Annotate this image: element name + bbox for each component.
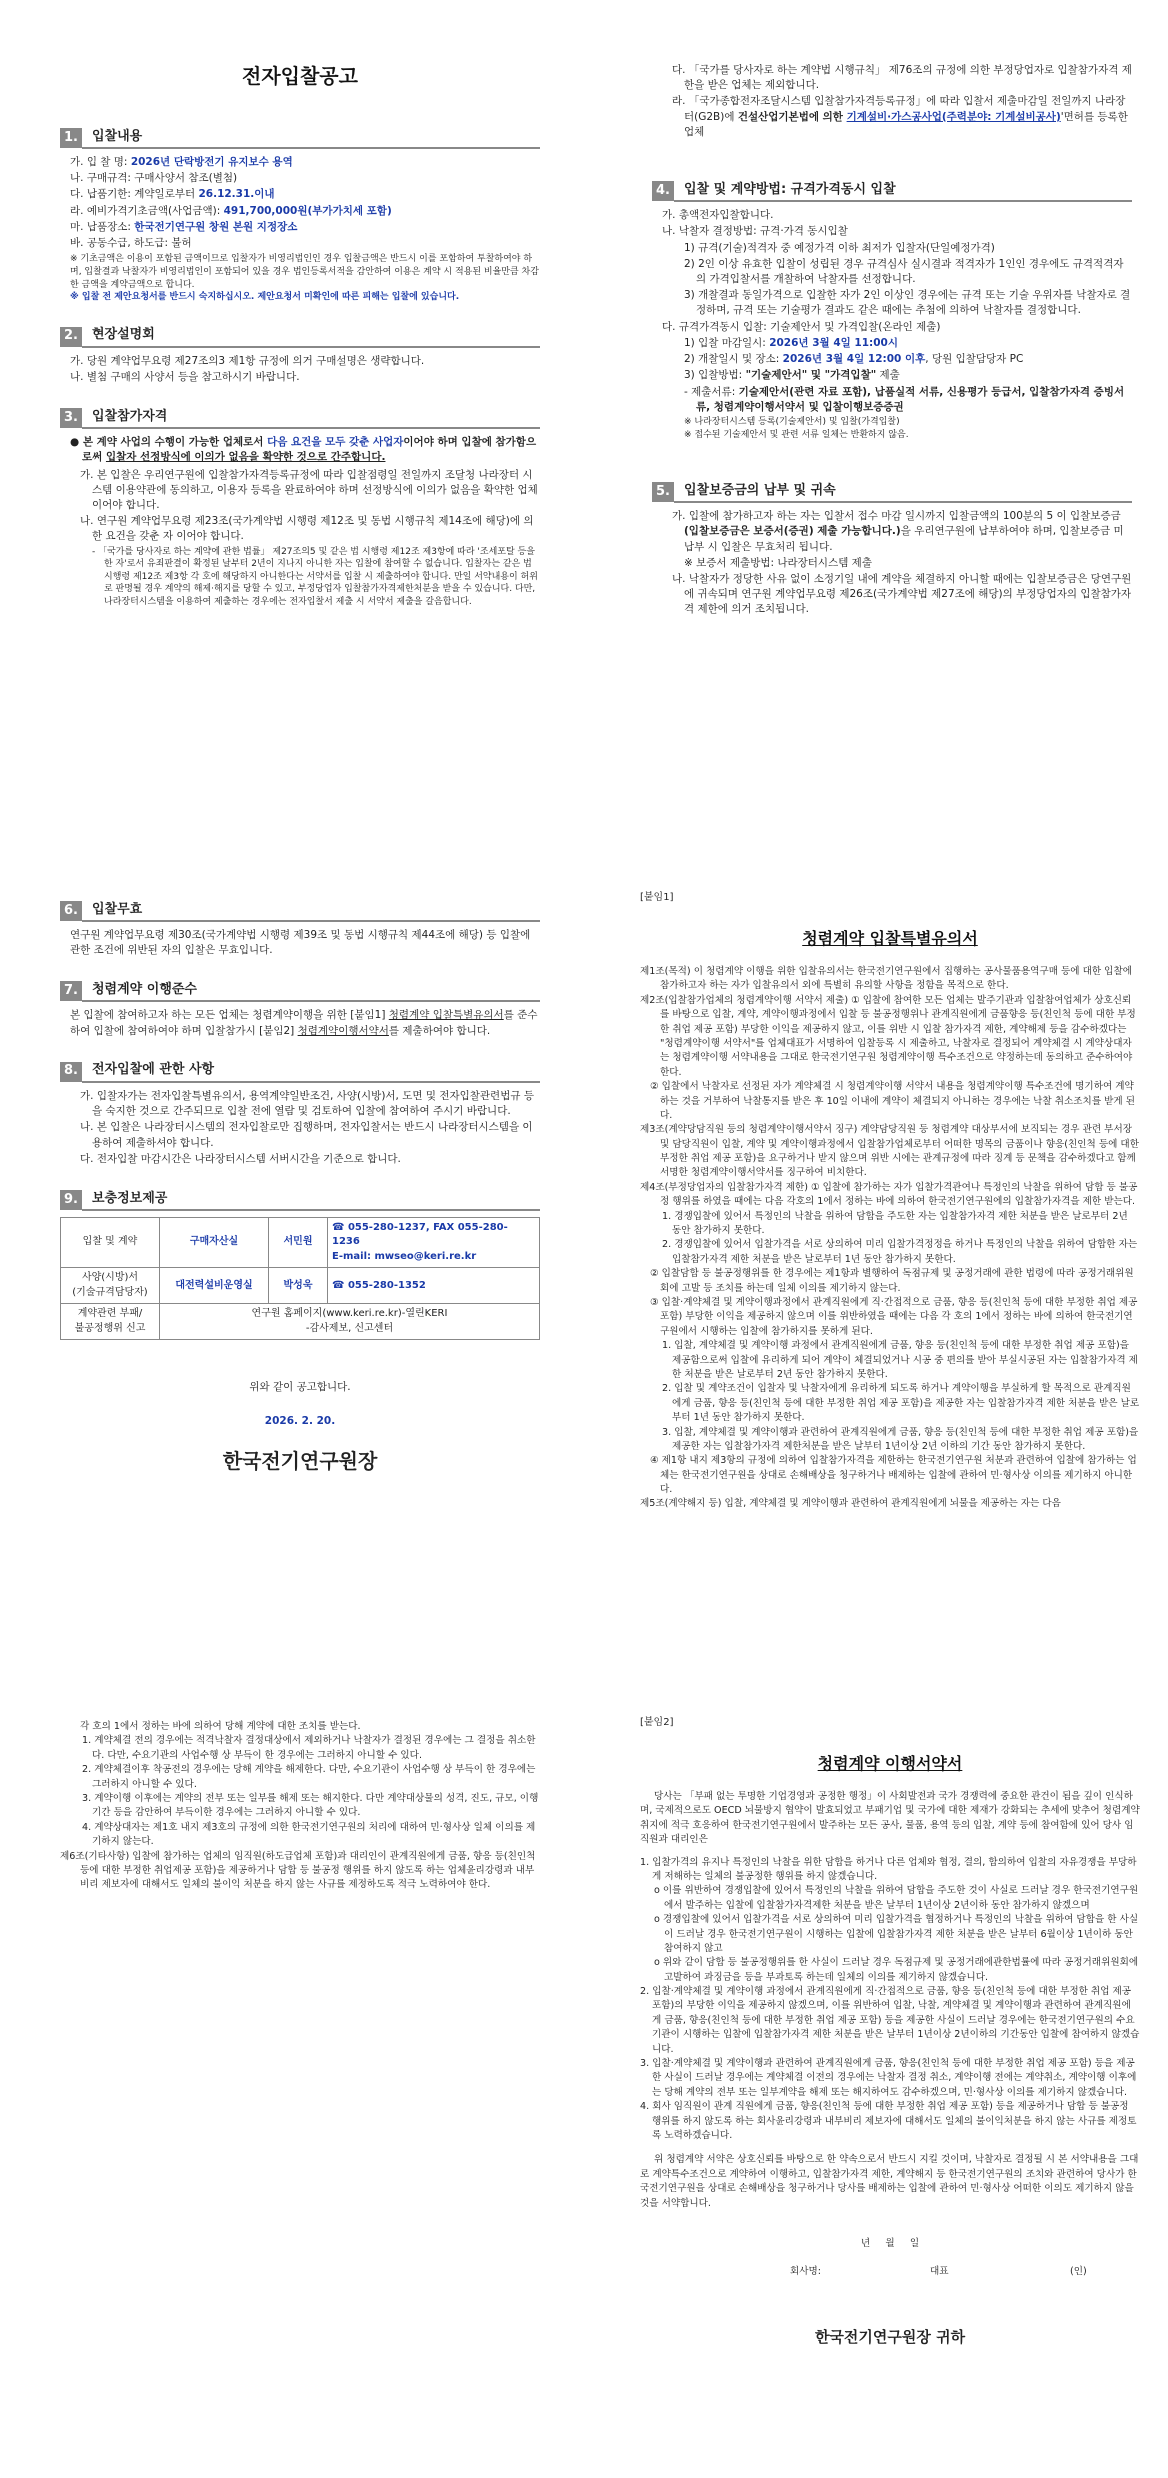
seal-mark: (인): [1070, 2266, 1087, 2278]
paragraph: 나. 연구원 계약업무요령 제23조(국가계약법 시행령 제12조 및 동법 시행규칙 제14조에 해당)에 의한 요건을 갖춘 자 이어야 합니다.: [80, 515, 534, 543]
section-7: [60, 980, 540, 1038]
signature-line: [640, 2265, 1140, 2279]
clause: 4. 계약상대자는 제1호 내지 제3호의 규정에 의한 한국전기연구원의 처리에 대하여 민·형사상 일체 이의를 제기하지 않는다.: [82, 1821, 536, 1848]
table-cell: 구매자산실: [160, 1217, 269, 1268]
clause: ③ 입찰·계약체결 및 계약이행과정에서 관계직원에게 직·간접적으로 금품, 향응 등(친인척 등에 대한 부정한 취업 제공 포함) 부당한 이익을 제공하지 않으며 이를 위반하였을 때에는 다음 각 호의 1에서 정하는 바에 의하여 한국전기연구원에서 시행하는 입찰에 참가하지를 못하게 된다.: [650, 1296, 1138, 1337]
closing-date: 2026. 2. 20.: [264, 1414, 336, 1427]
attachment-tag: [붙임2]: [640, 1717, 674, 1728]
table-cell: 연구원 홈페이지(www.keri.re.kr)-열린KERI -감사제보, 신고센터: [160, 1304, 540, 1340]
date-line: 년 월 일: [860, 2237, 920, 2249]
section-number: 4.: [652, 181, 674, 201]
section-number: 3.: [60, 408, 82, 428]
attachment-title: 청렴계약 입찰특별유의서: [802, 929, 978, 948]
section-number: 2.: [60, 327, 82, 347]
page-1: [60, 62, 540, 609]
pledge-item: o 이를 위반하여 경쟁입찰에 있어서 특정인의 낙찰을 위하여 담합을 주도한 것이 사실로 드러날 경우 한국전기연구원에서 발주하는 입찰에 입찰참가자격제한 처분을 받은 날부터 1년이상 2년이하 동안 참가하지 않겠으며: [654, 1885, 1139, 1911]
section-label: 청렴계약 이행준수: [82, 980, 540, 1002]
page-6: [640, 1715, 1140, 2348]
clause: 3. 계약이행 이후에는 계약의 전부 또는 일부를 해제 또는 해지한다. 다만 계약대상물의 성격, 진도, 규모, 이행기간 등을 감안하여 부득이한 경우에는 그러하지 아니할 수 있다.: [82, 1792, 539, 1819]
section-number: 8.: [60, 1062, 82, 1082]
email-link[interactable]: E-mail: mwseo@keri.re.kr: [332, 1250, 477, 1262]
page-2: [652, 62, 1132, 619]
paragraph: 다. 전자입찰 마감시간은 나라장터시스템 서버시간을 기준으로 합니다.: [80, 1152, 401, 1165]
page-4: [640, 890, 1140, 1512]
clause: 제3조(계약당담직원 등의 청렴계약이행서약서 징구) 계약담당직원 등 청렴계약 대상부서에 보직되는 경우 관련 부서장 및 담당직원이 입찰, 계약 및 계약이행과정에서 입찰참가업체로부터 어떠한 명목의 금품이나 향응(친인척 등에 대한 부정한 취업 제공 포함)을 요구하거나 받지 않으며 위반 시에는 관계규정에 따라 징계 등 문책을 감수하겠다고 함께 서명한 청렴계약이행서약서를 징구하여 비치한다.: [640, 1124, 1139, 1179]
closing-paragraph: 위 청렴계약 서약은 상호신뢰를 바탕으로 한 약속으로서 반드시 지킬 것이며, 낙찰자로 결정될 시 본 서약내용을 그대로 계약특수조건으로 계약하여 이행하고, 입찰참가자격 제한, 계약해지 등 한국전기연구원의 조치와 관련하여 당사가 한국전기연구원을 상대로 손해배상을 청구하거나 당사를 배제하는 입찰에 관하여 민·형사상 어떠한 이의도 제기하지 않을 것을 서약합니다.: [640, 2154, 1139, 2209]
page-3: [60, 900, 540, 1476]
deadline-line: 1) 입찰 마감일시: 2026년 3월 4일 11:00시: [684, 336, 898, 349]
clause: 각 호의 1에서 정하는 바에 의하여 당해 계약에 대한 조치를 받는다.: [80, 1721, 361, 1732]
paragraph: 2) 2인 이상 유효한 입찰이 성립된 경우 규격심사 실시결과 적격자가 1인인 경우에도 규격적격자의 가격입찰서를 개찰하여 낙찰자를 선정합니다.: [684, 257, 1124, 285]
note: ※ 보증서 제출방법: 나라장터시스템 제출: [684, 556, 872, 569]
section-label: 현장설명회: [82, 326, 540, 348]
section-2: [60, 326, 540, 385]
pledge-item: 1. 입찰가격의 유지나 특정인의 낙찰을 위한 담합을 하거나 다른 업체와 협정, 결의, 합의하여 입찰의 자유경쟁을 부당하게 저해하는 일체의 불공정한 행위를 하지 않겠습니다.: [640, 1856, 1137, 1882]
clause: 2. 경쟁입찰에 있어서 입찰가격을 서로 상의하여 미리 입찰가격정정을 하거나 특정인의 낙찰을 위하여 담합한 자는 입찰참가자격 제한 처분을 받은 날로부터 1년 동안 참가하지 못한다.: [662, 1239, 1138, 1265]
clause: 1. 계약체결 전의 경우에는 적격낙찰자 결정대상에서 제외하거나 낙찰자가 결정된 경우에는 그 결정을 취소한다. 다만, 수요기관의 사업수행 상 부득이 한 경우에는 그러하지 아니할 수 있다.: [82, 1735, 536, 1761]
page-title: 전자입찰공고: [242, 64, 358, 88]
paragraph: 1) 규격(기술)적격자 중 예정가격 이하 최저가 입찰자(단일예정가격): [684, 241, 995, 254]
section-label: 입찰무효: [82, 900, 540, 922]
table-cell: 박성욱: [269, 1268, 328, 1304]
representative-label: 대표: [930, 2266, 949, 2278]
clause: 제1조(목적) 이 청렴계약 이행을 위한 입찰유의서는 한국전기연구원에서 집행하는 공사물품용역구매 등에 대한 입찰에 참가하고자 하는 자가 입찰유의서 외에 특별히 유의할 사항을 정함을 목적으로 한다.: [640, 966, 1132, 992]
section-3: [60, 407, 540, 609]
note-warning: ※ 입찰 전 제안요청서를 반드시 숙지하십시오. 제안요청서 미확인에 따른 피해는 입찰에 있습니다.: [70, 292, 460, 303]
table-cell: 계약관련 부패/ 불공정행위 신고: [61, 1304, 160, 1340]
item-spec: 나. 구매규격: 구매사양서 참조(별첨): [70, 172, 238, 185]
section-label: 입찰 및 계약방법: 규격가격동시 입찰: [674, 180, 1132, 202]
pledge-item: 4. 회사 임직원이 관계 직원에게 금품, 향응(친인척 등에 대한 부정한 취업 제공 포함) 등을 제공하거나 담합 등 불공정 행위를 하지 않도록 하는 회사윤리강령과 내부비리 제보자에 대해서도 일체의 불이익처분을 하지 않는 사규를 제정토록 노력하겠습니다.: [640, 2101, 1137, 2141]
section-1: [60, 127, 540, 304]
section-number: 6.: [60, 901, 82, 921]
note: ※ 접수된 기술제안서 및 관련 서류 일체는 반환하지 않음.: [684, 429, 909, 440]
paragraph: 본 입찰에 참여하고자 하는 모든 업체는 청렴계약이행을 위한 [붙임1] 청렴계약 입찰특별유의서를 준수하여 입찰에 참여하여야 하며 입찰참가시 [붙임2] 청렴계약이행서약서를 제출하여야 합니다.: [70, 1009, 538, 1037]
paragraph: 나. 낙찰자 결정방법: 규격·가격 동시입찰: [662, 225, 848, 238]
table-row: [61, 1304, 540, 1340]
pledge-item: 2. 입찰·계약체결 및 계약이행 과정에서 관계직원에게 직·간접적으로 금품, 향응 등(친인척 등에 대한 부정한 취업 제공 포함)의 부당한 이익을 제공하지 않겠으며, 이를 위반하여 입찰, 낙찰, 계약체결 및 계약이행과 관련하여 관계직원에게 금품, 향응(친인척 등에 대한 부정한 취업 제공 포함) 등을 제공한 사실이 드러날 경우에는 한국전기연구원의 수요기관이 시행하는 입찰에 입찰참가자격 제한 처분을 받은 날부터 1년이상 2년이하의 기간동안 입찰에 참여하지 않겠습니다.: [640, 1986, 1140, 2055]
section-4: [652, 180, 1132, 441]
item-place: 마. 납품장소: 한국전기연구원 창원 본원 지정장소: [70, 220, 298, 233]
contact-table: [60, 1217, 540, 1341]
clause: 2. 계약체결이후 착공전의 경우에는 당해 계약을 해제한다. 다만, 수요기관이 사업수행 상 부득이 한 경우에는 그러하지 아니할 수 있다.: [82, 1764, 536, 1790]
paragraph: 3) 개찰결과 동일가격으로 입찰한 자가 2인 이상인 경우에는 규격 또는 기술 우위자를 낙찰자로 결정하며, 규격 또는 기술평가 결과도 같은 때에는 추첨에 의하여 낙찰자를 결정합니다.: [684, 289, 1131, 317]
table-cell: 대전력설비운영실: [160, 1268, 269, 1304]
clause: ② 입찰담합 등 불공정행위를 한 경우에는 제1항과 별행하여 독점규제 및 공정거래에 관한 법령에 따라 공정거래위원회에 고발 등 조치를 하는데 일체 이의를 제기하지 않는다.: [650, 1268, 1134, 1294]
paragraph: 가. 입찰에 참가하고자 하는 자는 입찰서 접수 마감 일시까지 입찰금액의 100분의 5 이 입찰보증금(입찰보증금은 보증서(증권) 제출 가능합니다.)을 우리연구원에 납부하여야 하며, 입찰보증금 미납부 시 입찰은 무효처리 됩니다.: [672, 510, 1124, 553]
paragraph: 라. 「국가종합전자조달시스템 입찰참가자격등록규정」에 따라 입찰서 제출마감일 전일까지 나라장터(G2B)에 건설산업기본법에 의한 기계설비·가스공사업(주력분야: 기계설비공사)'면허를 등록한 업체: [672, 95, 1128, 138]
attachment-title: 청렴계약 이행서약서: [817, 1754, 963, 1773]
section-6: [60, 900, 540, 958]
clause: 제5조(계약해지 등) 입찰, 계약체결 및 계약이행과 관련하여 관계직원에게 뇌물을 제공하는 자는 다음: [640, 1498, 1061, 1510]
table-cell: ☎ 055-280-1237, FAX 055-280-1236 E-mail: mwseo@keri.re.kr: [328, 1217, 540, 1268]
table-cell: 입찰 및 계약: [61, 1217, 160, 1268]
pledge-item: o 경쟁입찰에 있어서 입찰가격을 서로 상의하여 미리 입찰가격을 협정하거나 특정인의 낙찰을 위하여 담합을 한 사실이 드러날 경우 한국전기연구원이 시행하는 입찰에 입찰참가자격 제한 처분을 받은 날부터 6월이상 1년이하 동안 참여하지 않고: [654, 1914, 1139, 1954]
section-label: 입찰내용: [82, 127, 540, 149]
method-line: 3) 입찰방법: "기술제안서" 및 "가격입찰" 제출: [684, 369, 900, 382]
table-row: [61, 1268, 540, 1304]
intro-paragraph: 당사는 「부패 없는 투명한 기업경영과 공정한 행정」이 사회발전과 국가 경쟁력에 중요한 관건이 됨을 깊이 인식하며, 국제적으로도 OECD 뇌물방지 협약이 발효되었고 부패기업 및 국가에 대한 제재가 강화되는 추세에 맞추어 청렴계약 취지에 적극 호응하여 한국전기연구원에서 발주하는 모든 공사, 물품, 용역 등의 입찰, 계약 등에 참여함에 있어 당사 임직원과 대리인은: [640, 1791, 1140, 1846]
item-budget: 라. 예비가격기초금액(사업금액): 491,700,000원(부가가치세 포함): [70, 204, 392, 217]
section-8: [60, 1061, 540, 1167]
paragraph: 나. 본 입찰은 나라장터시스템의 전자입찰로만 집행하며, 전자입찰서는 반드시 나라장터시스템을 이용하여 제출하셔야 합니다.: [80, 1121, 533, 1149]
issuer-signature: 한국전기연구원장: [222, 1448, 378, 1473]
company-label: 회사명:: [790, 2266, 822, 2278]
section-number: 9.: [60, 1190, 82, 1210]
paragraph: 다. 규격가격동시 입찰: 기술제안서 및 가격입찰(온라인 제출): [662, 320, 941, 333]
clause: ② 입찰에서 낙찰자로 선정된 자가 계약체결 시 청렴계약이행 서약서 내용을 청렴계약이행 특수조건에 명기하여 계약하는 것을 거부하여 낙찰통지를 받은 후 10일 이내에 계약이 체결되지 아니하는 경우에는 낙찰 취소조치를 받게 된다.: [650, 1081, 1135, 1121]
section-number: 7.: [60, 981, 82, 1001]
clause: 1. 경쟁입찰에 있어서 특정인의 낙찰을 위하여 담합을 주도한 자는 입찰참가자격 제한 처분을 받은 날로부터 2년 동안 참가하지 못한다.: [662, 1210, 1128, 1237]
section-number: 5.: [652, 482, 674, 502]
paragraph: - 「국가를 당사자로 하는 계약에 관한 법률」 제27조의5 및 같은 법 시행령 제12조 제3항에 따라 '조세포탈 등을 한 자'로서 유죄판결이 확정된 날부터 2년이 지나지 아니한 자는 입찰에 참여할 수 없습니다. 입찰자는 같은 법 시행령 제12조 제3항 각 호에 해당하지 아니한다는 서약서를 입찰 시 제출하여야 합니다. 만일 서약내용이 허위로 판명될 경우 계약의 해제·해지를 당할 수 있고, 부정당업자 입찰참가자격제한처분을 받을 수 있습니다. 다만, 나라장터시스템을 이용하여 제출하는 경우에는 전자입찰서 제출 시 서약서 제출을 갈음합니다.: [92, 546, 538, 608]
opening-line: 2) 개찰일시 및 장소: 2026년 3월 4일 12:00 이후, 당원 입찰담당자 PC: [684, 353, 1024, 366]
documents-line: - 제출서류: 기술제안서(관련 자료 포함), 납품실적 서류, 신용평가 등급서, 입찰참가자격 증빙서류, 청렴계약이행서약서 및 입찰이행보증증권: [684, 385, 1125, 413]
paragraph: 가. 본 입찰은 우리연구원에 입찰참가자격등록규정에 따라 입찰점령일 전일까지 조달청 나라장터 시스템 이용약관에 동의하고, 이용자 등록을 완료하여야 하며 선정방식에 이의가 없음을 확약한 업체이어야 합니다.: [80, 468, 538, 511]
page-5: [60, 1720, 540, 1893]
section-5: [652, 481, 1132, 618]
paragraph: 가. 입찰자가는 전자입찰특별유의서, 용역계약일반조건, 사양(시방)서, 도면 및 전자입찰관련법규 등을 숙지한 것으로 간주되므로 입찰 전에 열람 및 검토하여 입찰에 참여하여 주시기 바랍니다.: [80, 1089, 534, 1118]
attachment-tag: [붙임1]: [640, 892, 674, 903]
clause: 제4조(부정당업자의 입찰참가자격 제한) ① 입찰에 참가하는 자가 입찰가격관여나 특정인의 낙찰을 위하여 담합 등 불공정 행위를 하였을 때에는 다음 각호의 1에서 정하는 바에 의하여 한국전기연구원에의 입찰참가자격을 제한 받는다.: [640, 1181, 1138, 1208]
table-cell: ☎ 055-280-1352: [328, 1268, 540, 1304]
pledge-item: o 위와 같이 담합 등 불공정행위를 한 사실이 드러날 경우 독점규제 및 공정거래에관한법률에 따라 공정거래위원회에 고발하여 과징금을 등을 부과토록 하는데 일체의 이의를 제기하지 않겠습니다.: [654, 1957, 1139, 1983]
item-subcontract: 바. 공동수급, 하도급: 불허: [70, 237, 192, 250]
table-cell: 서민원: [269, 1217, 328, 1268]
clause: 제2조(입찰참가업체의 청렴계약이행 서약서 제출) ① 입찰에 참여한 모든 업체는 발주기관과 입찰참여업체가 상호신뢰를 바탕으로 입찰, 계약, 계약이행과정에서 입찰 등 불공정행위나 관계직원에게 금품향응 등(친인척 등에 대한 부정한 취업 제공 포함) 부당한 이익을 제공하지 않고, 이를 위반 시 입찰 참가자격 제한, 계약해제 등을 감수하겠다는 "청렴계약이행 서약서"를 업체대표가 서명하여 입찰등록 시 제출하고, 낙찰자로 결정되어 계약체결 시 계약상대자는 청렴계약이행 서약내용을 그대로 한국전기연구원 청렴계약이행 특수조건으로 약정하는데 동의하고 준수하여야 한다.: [640, 994, 1136, 1078]
item-name: 가. 입 찰 명: 2026년 단락방전기 유지보수 용역: [70, 156, 293, 168]
note: ※ 기초금액은 이용이 포함된 금액이므로 입찰자가 비영리법인인 경우 입찰금액은 반드시 이를 포함하여 투찰하여야 하며, 입찰결과 낙찰자가 비영리법인이 포함되어 있을 경우 법인등록서적을 감안하여 이용은 계약 시 적용된 비율만큼 차감한 금액을 계약금액으로 합니다.: [70, 254, 539, 290]
paragraph: 나. 별첨 구매의 사양서 등을 참고하시기 바랍니다.: [70, 370, 300, 383]
section-label: 보충정보제공: [82, 1189, 540, 1211]
section-number: 1.: [60, 128, 82, 148]
paragraph: 가. 총액전자입찰합니다.: [662, 209, 774, 222]
paragraph: 다. 「국가를 당사자로 하는 계약법 시행규칙」 제76조의 규정에 의한 부정당업자로 입찰참가자격 제한을 받은 업체는 제외합니다.: [672, 64, 1132, 92]
qualification-statement: ● 본 계약 사업의 수행이 가능한 업체로서 다음 요건을 모두 갖춘 사업자이어야 하며 입찰에 참가함으로써 입찰자 선정방식에 이의가 없음을 확약한 것으로 간주합니다.: [70, 436, 537, 464]
item-deadline: 다. 납품기한: 계약일로부터 26.12.31.이내: [70, 188, 275, 201]
addressee: 한국전기연구원장 귀하: [814, 2327, 966, 2346]
section-label: 입찰보증금의 납부 및 귀속: [674, 481, 1132, 503]
clause: 1. 입찰, 계약체결 및 계약이행 과정에서 관계직원에게 금품, 향응 등(친인척 등에 대한 부정한 취업 제공 포함)을 제공함으로써 입찰에 유리하게 되어 계약이 체결되었거나 시공 중 편의를 받아 부실시공된 자는 입찰참가자격 제한 처분을 받은 날로부터 2년 동안 참가하지 못한다.: [662, 1340, 1138, 1380]
paragraph: 나. 낙찰자가 정당한 사유 없이 소정기일 내에 계약을 체결하지 아니할 때에는 입찰보증금은 당연구원에 귀속되며 연구원 계약업무요령 제26조(국가계약법 제27조에 해당)의 부정당업자의 입찰참가자격 제한에 의거 조치됩니다.: [672, 573, 1132, 616]
paragraph: 연구원 계약업무요령 제30조(국가계약법 시행령 제39조 및 동법 시행규칙 제44조에 해당) 등 입찰에 관한 조건에 위반된 자의 입찰은 무효입니다.: [70, 929, 531, 957]
note: ※ 나라장터시스템 등록(기술제안서) 및 입찰(가격입찰): [684, 416, 900, 427]
section-label: 전자입찰에 관한 사항: [82, 1061, 540, 1083]
clause: 2. 입찰 및 계약조건이 입찰자 및 낙찰자에게 유리하게 되도록 하거나 계약이행을 부실하게 할 목적으로 관계직원에게 금품, 향응 등(친인척 등에 대한 부정한 취업 제공 포함)을 제공한 자는 입찰참가자격 제한 처분을 받은 날로부터 1년 동안 참가하지 못한다.: [662, 1383, 1140, 1424]
clause: 제6조(기타사항) 입찰에 참가하는 업체의 임직원(하도급업체 포함)과 대리인이 관계직원에게 금품, 향응 등(친인척 등에 대한 부정한 취업제공 포함)을 제공하거나 담합 등 불공정 행위를 하지 않도록 하는 업체윤리강령과 내부비리 제보자에 대해서도 일체의 불이익 처분을 하지 않는 사규를 제정하도록 적극 노력하여야 한다.: [60, 1850, 536, 1891]
table-cell: 사양(시방)서 (기술규격담당자): [61, 1268, 160, 1304]
clause: 3. 입찰, 계약체결 및 계약이행과 관련하여 관계직원에게 금품, 향응 등(친인척 등에 대한 부정한 취업 제공 포함)을 제공한 자는 입찰참가자격 제한처분을 받은 날부터 1년이상 2년 이하의 기간 동안 참가하지 못한다.: [662, 1426, 1139, 1452]
paragraph: 가. 당원 계약업무요령 제27조의3 제1항 규정에 의거 구매설명은 생략합니다.: [70, 354, 425, 367]
table-row: [61, 1217, 540, 1268]
closing-text: 위와 같이 공고합니다.: [249, 1381, 351, 1394]
pledge-item: 3. 입찰·계약체결 및 계약이행과 관련하여 관계직원에게 금품, 향응(친인척 등에 대한 부정한 취업 제공 포함) 등을 제공한 사실이 드러날 경우에는 계약체결 이전의 경우에는 낙찰자 결정 취소, 계약이행 전에는 계약취소, 계약이행 이후에는 당해 계약의 전부 또는 일부계약을 해제 또는 해지하여도 감수하겠으며, 민·형사상 이의를 제기하지 않겠습니다.: [640, 2058, 1137, 2098]
section-label: 입찰참가자격: [82, 407, 540, 429]
section-9: [60, 1189, 540, 1341]
clause: ④ 제1항 내지 제3항의 규정에 의하여 입찰참가자격을 제한하는 한국전기연구원 처분과 관련하여 입찰에 참가하는 업체는 한국전기연구원을 상대로 손해배상을 청구하거나 배제하는 입찰에 관하여 민·형사상 이의를 제기하지 아니한다.: [650, 1455, 1137, 1496]
